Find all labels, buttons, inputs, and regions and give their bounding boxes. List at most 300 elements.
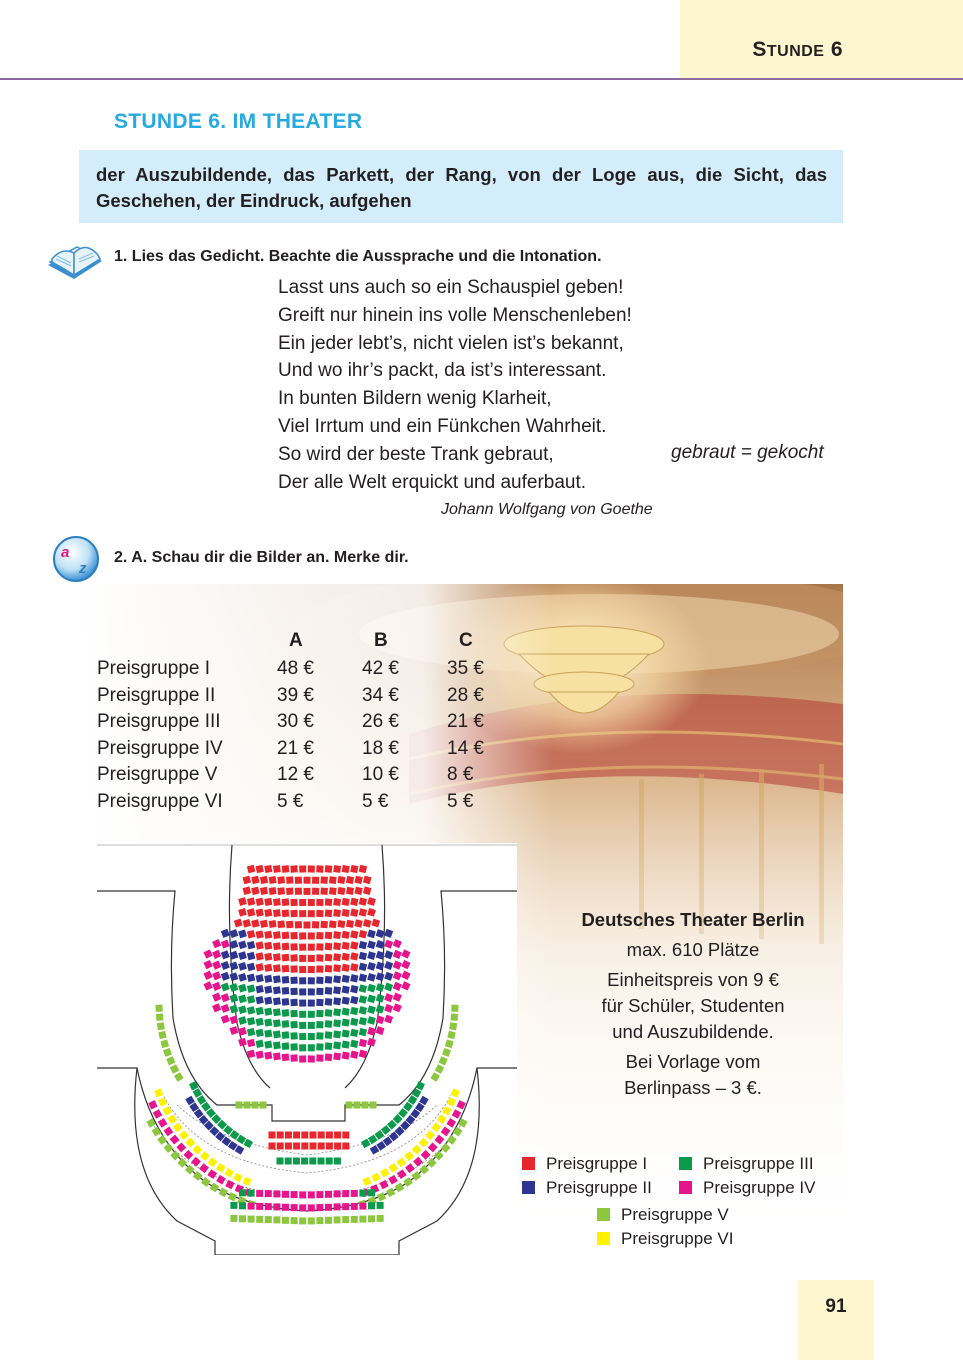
seat — [273, 1019, 281, 1027]
seat — [342, 942, 350, 950]
seat — [359, 1190, 366, 1197]
price-cell: 14 € — [447, 737, 484, 759]
page-number: 91 — [825, 1296, 847, 1317]
seat — [299, 1055, 306, 1062]
seat — [290, 1010, 297, 1017]
seat — [248, 1190, 255, 1197]
price-group-label: Preisgruppe IV — [97, 737, 223, 759]
seat — [256, 865, 264, 873]
price-cell: 42 € — [362, 658, 399, 679]
seat — [316, 1021, 323, 1028]
seat — [316, 943, 323, 950]
price-cell: 39 € — [277, 684, 314, 706]
seat — [299, 1044, 306, 1051]
seat — [282, 943, 290, 951]
seat — [337, 887, 345, 895]
poem-line: Der alle Welt erquickt und auferbaut. — [278, 471, 587, 493]
seat — [316, 954, 323, 961]
seat — [350, 909, 358, 917]
seat — [282, 1204, 289, 1211]
price-cell: 10 € — [362, 764, 399, 785]
seat — [290, 910, 297, 917]
legend-item: Preisgruppe III — [679, 1154, 814, 1174]
seat — [282, 976, 290, 984]
seat — [329, 920, 337, 928]
seat — [286, 876, 294, 884]
az-icon-letter-z: z — [79, 560, 87, 577]
seat — [325, 1042, 333, 1050]
seat — [256, 1029, 264, 1037]
seat — [362, 1102, 369, 1109]
seat — [334, 1158, 341, 1165]
seat — [290, 954, 297, 961]
seat — [277, 1158, 284, 1165]
seat — [346, 920, 354, 928]
column-header: C — [459, 630, 473, 651]
seat — [239, 1202, 246, 1209]
legend-swatch — [522, 1157, 535, 1170]
seat — [342, 964, 350, 972]
seat — [316, 1217, 323, 1224]
seat — [277, 1132, 284, 1139]
seat — [308, 955, 315, 962]
seat — [316, 899, 323, 906]
seat — [264, 865, 272, 873]
seat — [256, 974, 264, 982]
seating-plan — [97, 843, 517, 1255]
seat — [299, 1011, 306, 1018]
seat — [449, 1022, 457, 1030]
seat — [282, 1020, 290, 1028]
seat — [334, 1190, 341, 1197]
seat — [316, 865, 323, 872]
seat — [342, 1019, 350, 1027]
seat — [318, 1143, 325, 1150]
seat — [290, 988, 297, 995]
seat — [273, 1030, 281, 1038]
seat — [350, 1018, 358, 1026]
seat — [325, 1009, 333, 1017]
seat — [264, 953, 272, 961]
seat — [273, 953, 281, 961]
seat — [346, 1102, 353, 1109]
price-cell: 48 € — [277, 658, 314, 679]
poem-line: In bunten Bildern wenig Klarheit, — [278, 388, 552, 410]
seat — [264, 975, 272, 983]
seat — [269, 887, 277, 895]
poem-line: Viel Irrtum und ein Fünkchen Wahrheit. — [278, 415, 607, 437]
seat — [325, 998, 333, 1006]
seat — [282, 1031, 290, 1039]
seat — [354, 1102, 361, 1109]
seat — [264, 964, 272, 972]
seat — [264, 1052, 272, 1060]
price-cell: 5 € — [277, 790, 304, 812]
seat — [325, 987, 333, 995]
task-2-instruction: 2. A. Schau dir die Bilder an. Merke dir. — [114, 549, 409, 566]
legend-swatch — [679, 1181, 692, 1194]
seat — [301, 1143, 308, 1150]
seat — [325, 1053, 333, 1061]
legend-item: Preisgruppe I — [522, 1154, 647, 1174]
seat — [273, 1190, 280, 1197]
seat — [290, 943, 297, 950]
seat — [325, 865, 333, 873]
seat — [350, 1029, 358, 1037]
seat — [346, 876, 354, 884]
seat — [333, 898, 341, 906]
price-cell: 12 € — [277, 764, 314, 785]
seat — [290, 899, 297, 906]
seat — [282, 865, 290, 873]
seat — [282, 965, 290, 973]
column-header: B — [374, 630, 388, 651]
seat — [273, 1052, 281, 1060]
seat — [333, 975, 341, 983]
seat — [290, 1043, 297, 1050]
seat — [256, 952, 264, 960]
seat — [316, 965, 323, 972]
seat — [265, 1203, 272, 1210]
legend-item: Preisgruppe V — [597, 1205, 729, 1225]
seat — [308, 1204, 315, 1211]
legend-item: Preisgruppe II — [522, 1178, 652, 1198]
seat — [342, 1203, 349, 1210]
seat — [304, 888, 311, 895]
seat — [351, 1216, 358, 1223]
seat — [299, 1000, 306, 1007]
seat — [293, 1143, 300, 1150]
seat — [277, 887, 285, 895]
lesson-header-tab — [680, 0, 963, 78]
seat — [359, 1203, 366, 1210]
seat — [299, 955, 306, 962]
seat — [273, 997, 281, 1005]
seat — [316, 1032, 323, 1039]
seat — [325, 1031, 333, 1039]
open-book-icon — [44, 235, 106, 283]
seat — [299, 988, 306, 995]
seat — [342, 1030, 350, 1038]
seat — [316, 988, 323, 995]
price-group-label: Preisgruppe II — [97, 684, 216, 706]
seat — [277, 876, 285, 884]
seat — [299, 1204, 306, 1211]
seat — [155, 1005, 162, 1012]
seat — [342, 909, 350, 917]
seat — [286, 921, 294, 929]
seat — [318, 1132, 325, 1139]
poem-author: Johann Wolfgang von Goethe — [441, 501, 653, 518]
seat — [256, 996, 264, 1004]
seat — [273, 964, 281, 972]
seat — [157, 1022, 165, 1030]
seat — [325, 909, 333, 917]
poem-line: Ein jeder lebt’s, nicht vielen ist’s bekannt, — [278, 332, 624, 354]
seat — [256, 1018, 264, 1026]
seat — [350, 941, 358, 949]
seat — [342, 986, 350, 994]
seat — [333, 997, 341, 1005]
seat — [309, 1158, 316, 1165]
seat — [299, 899, 306, 906]
seat — [342, 1216, 349, 1223]
seat — [293, 1158, 300, 1165]
seat — [334, 1143, 341, 1150]
seat — [301, 1158, 308, 1165]
seat — [316, 1010, 323, 1017]
seat — [308, 899, 315, 906]
seat — [269, 876, 277, 884]
price-cell: 26 € — [362, 711, 399, 732]
seat — [342, 1190, 349, 1197]
seat — [308, 1217, 315, 1224]
seat — [290, 999, 297, 1006]
seat — [285, 1132, 292, 1139]
seat — [342, 997, 350, 1005]
seat — [350, 898, 358, 906]
seat — [325, 1020, 333, 1028]
seat — [316, 977, 323, 984]
seat — [333, 942, 341, 950]
seat — [334, 1132, 341, 1139]
seat — [273, 898, 281, 906]
seat — [350, 1040, 358, 1048]
seat — [277, 1143, 284, 1150]
seat — [282, 998, 290, 1006]
seat — [350, 865, 358, 873]
seat — [350, 996, 358, 1004]
seat — [264, 898, 272, 906]
seat — [256, 1216, 263, 1223]
seat — [326, 1158, 333, 1165]
seat — [264, 997, 272, 1005]
seat — [273, 1203, 280, 1210]
seat — [256, 963, 264, 971]
seat — [273, 909, 281, 917]
column-header: A — [289, 630, 303, 651]
seat — [299, 932, 306, 939]
seat — [333, 964, 341, 972]
seat — [264, 986, 272, 994]
seat — [252, 1102, 259, 1109]
seat — [264, 1019, 272, 1027]
seat — [273, 986, 281, 994]
seat — [312, 921, 319, 928]
seat — [308, 1055, 315, 1062]
price-cell: 18 € — [362, 737, 399, 759]
seat — [342, 1132, 349, 1139]
seat — [295, 921, 302, 928]
discount-line: für Schüler, Studenten — [601, 995, 785, 1016]
seat — [342, 865, 350, 873]
seat — [342, 975, 350, 983]
seat — [308, 988, 315, 995]
price-cell: 21 € — [447, 711, 484, 732]
price-cell: 8 € — [447, 764, 474, 785]
seat — [308, 1022, 315, 1029]
seat — [273, 865, 281, 873]
seat — [285, 1158, 292, 1165]
price-group-label: Preisgruppe III — [97, 711, 221, 732]
seat — [264, 909, 272, 917]
seat — [316, 932, 323, 939]
seat — [308, 977, 315, 984]
seat — [239, 1189, 246, 1196]
seat — [342, 1143, 349, 1150]
seat — [265, 1216, 272, 1223]
seat — [285, 1143, 292, 1150]
seat — [346, 887, 354, 895]
seat — [342, 1052, 350, 1060]
seat — [350, 974, 358, 982]
seat — [290, 1021, 297, 1028]
seat — [299, 865, 306, 872]
seat — [308, 932, 315, 939]
seat — [256, 941, 264, 949]
seat — [248, 1203, 255, 1210]
seat — [370, 1102, 377, 1109]
price-cell: 30 € — [277, 711, 314, 732]
seat — [304, 877, 311, 884]
price-cell: 5 € — [447, 790, 474, 812]
seat — [337, 876, 345, 884]
seat — [264, 931, 272, 939]
seat — [308, 910, 315, 917]
seat — [333, 1041, 341, 1049]
seat — [350, 1051, 358, 1059]
price-group-label: Preisgruppe VI — [97, 790, 223, 812]
seat — [325, 943, 333, 951]
legend-swatch — [597, 1208, 610, 1221]
page-number-box — [798, 1280, 874, 1360]
seat — [277, 920, 285, 928]
seat — [290, 977, 297, 984]
seat — [377, 1215, 384, 1222]
berlinpass-line: Berlinpass – 3 €. — [624, 1077, 762, 1098]
seat — [282, 1009, 290, 1017]
seat — [326, 1143, 333, 1150]
header-divider — [0, 78, 963, 80]
seat — [316, 999, 323, 1006]
seat — [299, 1022, 306, 1029]
price-cell: 35 € — [447, 658, 484, 679]
price-cell: 28 € — [447, 684, 484, 706]
seat — [342, 1041, 350, 1049]
glossary-note: gebraut = gekocht — [671, 442, 824, 463]
seat — [269, 1143, 276, 1150]
seat — [342, 1008, 350, 1016]
seat — [451, 1005, 458, 1012]
seat — [282, 987, 290, 995]
seat — [342, 953, 350, 961]
seat — [290, 1054, 297, 1061]
seat — [290, 1032, 297, 1039]
seat — [334, 1216, 341, 1223]
seat — [316, 1043, 323, 1050]
seat — [244, 1102, 251, 1109]
theater-name: Deutsches Theater Berlin — [581, 909, 805, 930]
price-cell: 34 € — [362, 684, 399, 706]
seat — [286, 887, 294, 895]
discount-line: und Auszubildende. — [612, 1021, 774, 1042]
seat — [312, 877, 319, 884]
seat — [256, 1190, 263, 1197]
seat — [320, 876, 328, 884]
seat — [236, 1102, 243, 1109]
seat — [316, 1191, 323, 1198]
seat — [350, 985, 358, 993]
seat — [316, 1204, 323, 1211]
seat — [299, 1217, 306, 1224]
seat — [325, 965, 333, 973]
seat — [273, 975, 281, 983]
seat — [256, 985, 264, 993]
seat — [368, 1202, 375, 1209]
seat — [350, 963, 358, 971]
seat — [299, 1191, 306, 1198]
price-group-label: Preisgruppe V — [97, 764, 218, 785]
seat — [282, 1217, 289, 1224]
seat — [273, 942, 281, 950]
seat — [325, 1204, 332, 1211]
page-title: STUNDE 6. IM THEATER — [114, 110, 363, 133]
task-1-instruction: 1. Lies das Gedicht. Beachte die Aussprache und die Intonation. — [114, 248, 602, 265]
seat — [333, 1019, 341, 1027]
seat — [350, 952, 358, 960]
seat — [333, 953, 341, 961]
poem — [278, 274, 632, 496]
seat — [312, 888, 319, 895]
legend-swatch — [522, 1181, 535, 1194]
seat — [291, 1191, 298, 1198]
berlinpass-line: Bei Vorlage vom — [625, 1051, 761, 1072]
seat — [269, 920, 277, 928]
seat — [368, 1215, 375, 1222]
seat — [282, 909, 290, 917]
seat — [304, 922, 311, 929]
seat — [308, 1191, 315, 1198]
seat — [282, 1042, 290, 1050]
theater-capacity: max. 610 Plätze — [626, 939, 760, 960]
seat — [260, 920, 268, 928]
seat — [377, 1202, 384, 1209]
seat — [333, 1052, 341, 1060]
seat — [282, 1053, 290, 1061]
seat — [248, 1216, 255, 1223]
seat — [308, 865, 315, 872]
poem-line: So wird der beste Trank gebraut, — [278, 443, 554, 465]
seat — [256, 898, 264, 906]
seat — [264, 1008, 272, 1016]
seat — [273, 1008, 281, 1016]
seat — [329, 887, 337, 895]
seat — [333, 1030, 341, 1038]
seat — [326, 1132, 333, 1139]
seat — [329, 876, 337, 884]
seat — [351, 1203, 358, 1210]
seat — [325, 976, 333, 984]
legend-swatch — [679, 1157, 692, 1170]
seat — [299, 944, 306, 951]
seat — [256, 1040, 264, 1048]
seat — [269, 1132, 276, 1139]
seat — [325, 1217, 332, 1224]
dictionary-az-icon — [51, 535, 101, 583]
seat — [256, 1007, 264, 1015]
seat — [230, 1215, 237, 1222]
seat — [239, 1215, 246, 1222]
